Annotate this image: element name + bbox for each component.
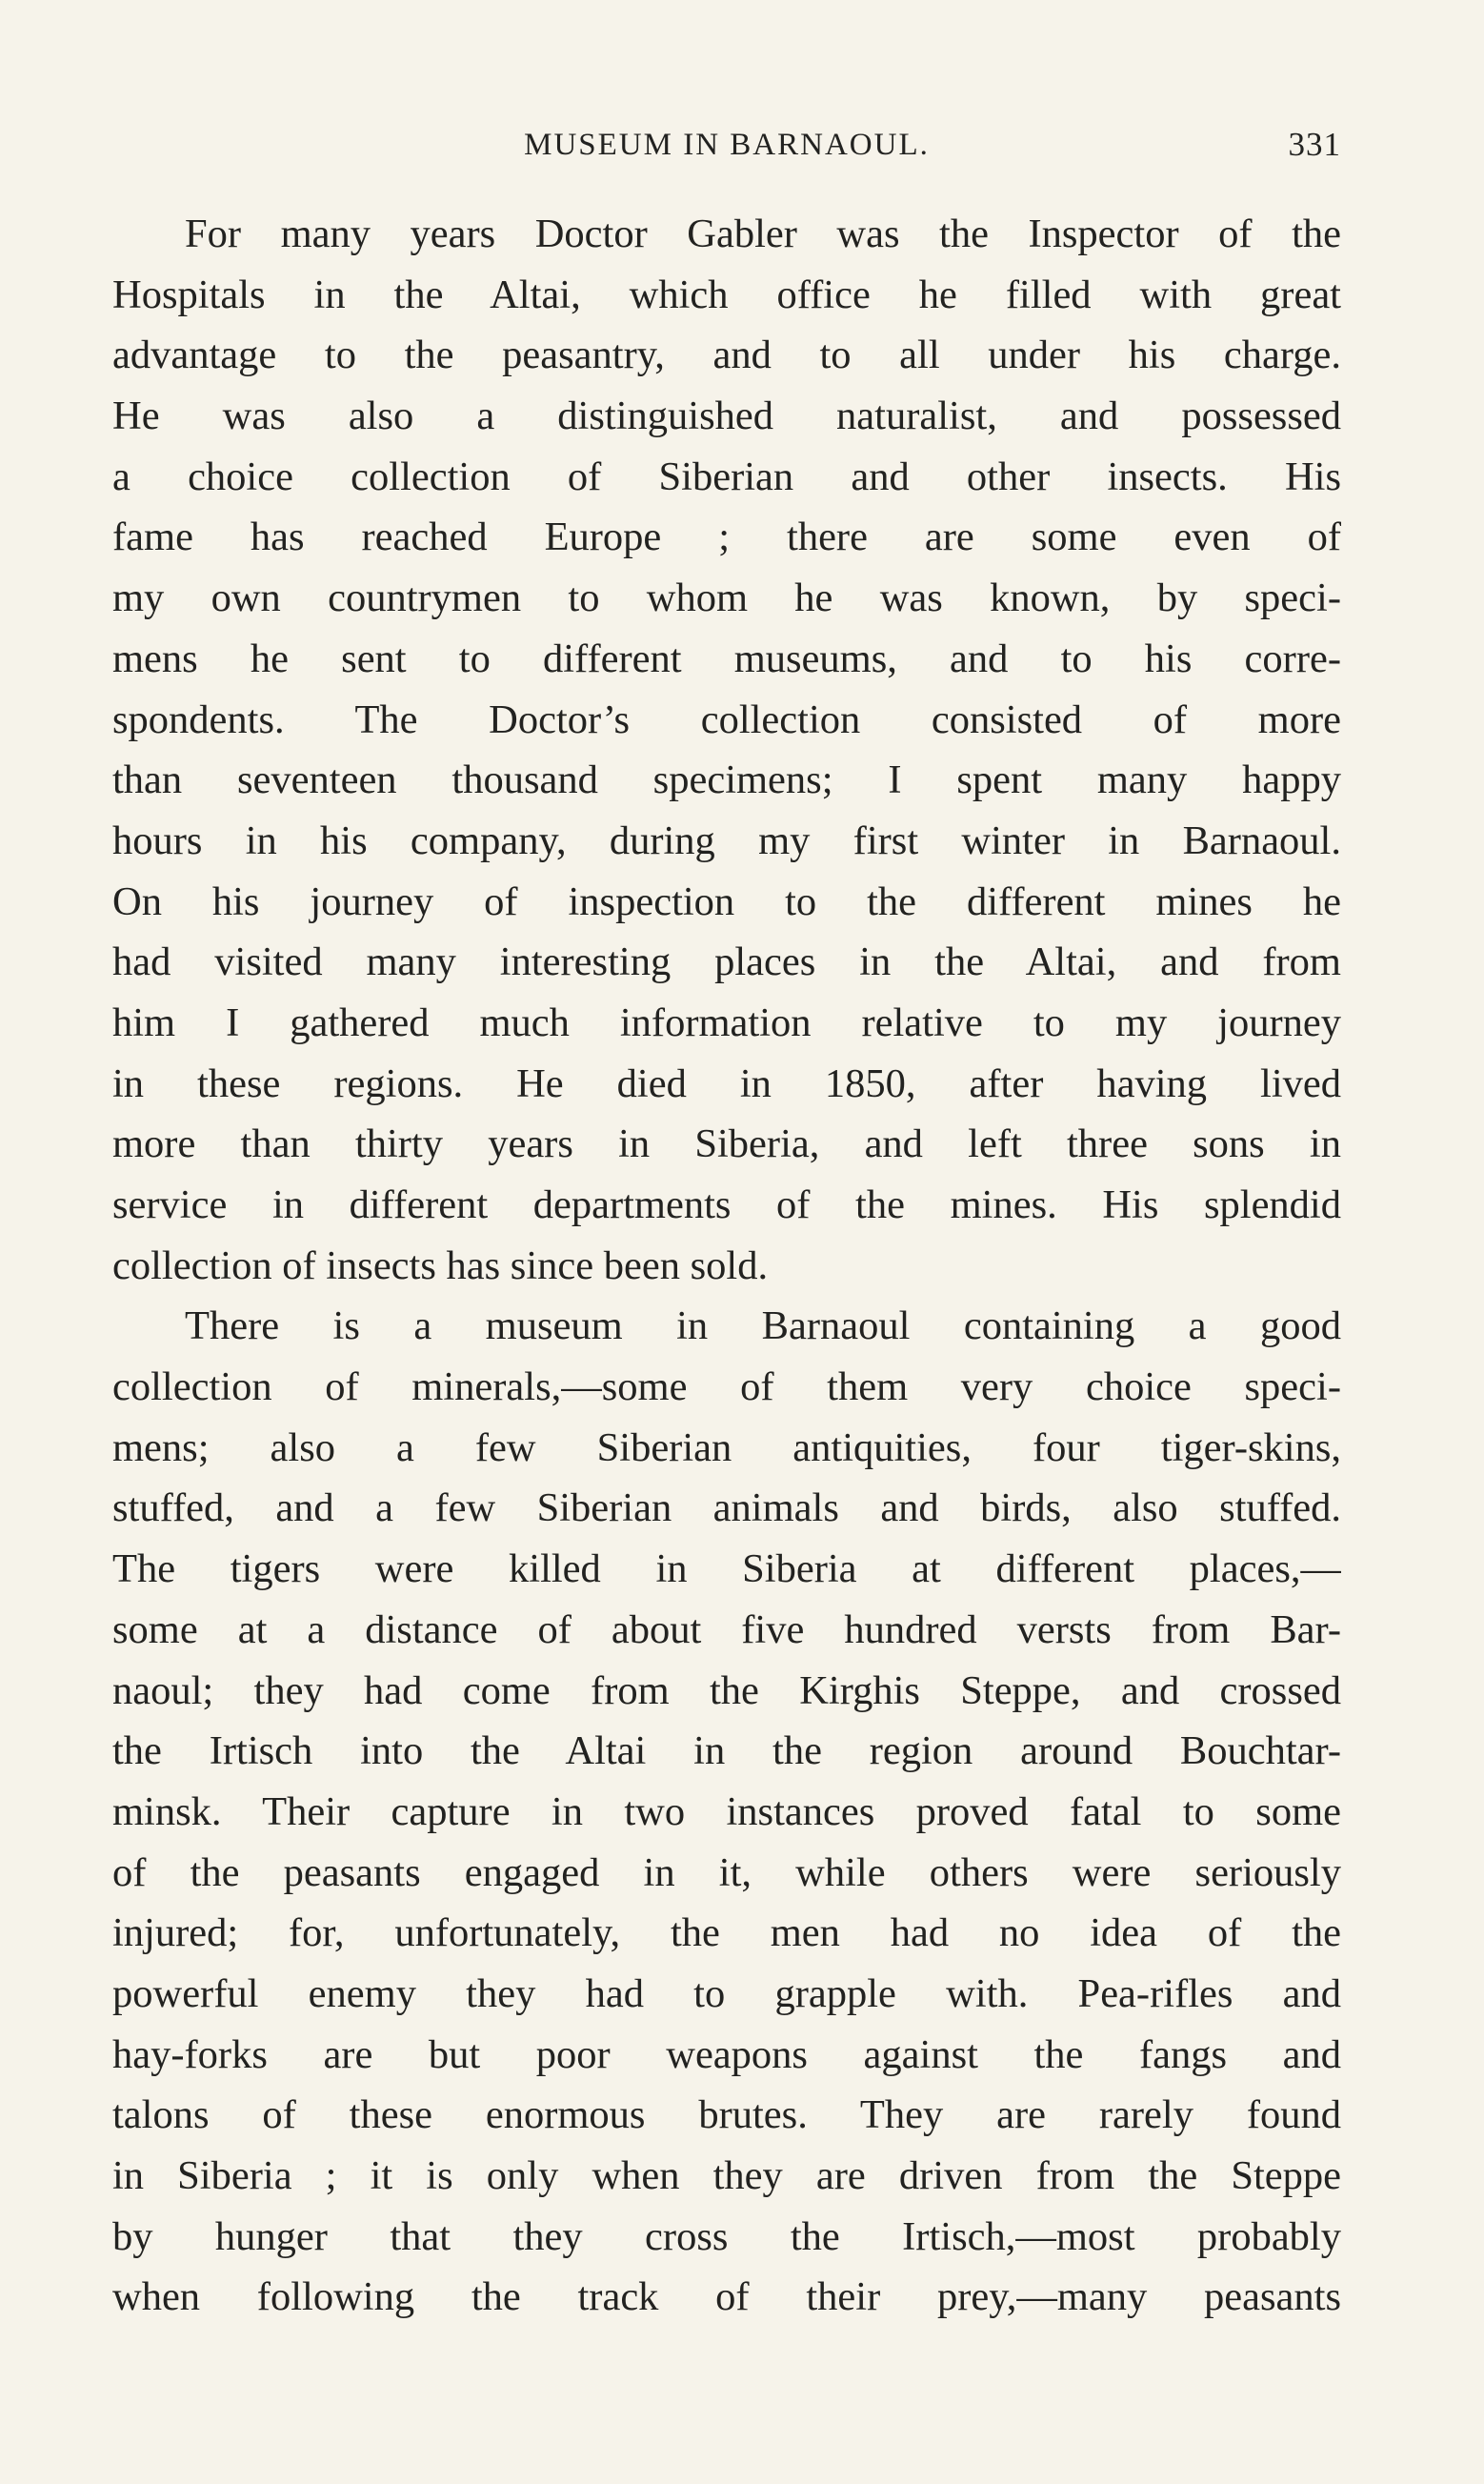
text-line: by hunger that they cross the Irtisch,—most probably xyxy=(112,2213,1341,2259)
text-line: fame has reached Europe ; there are some even of xyxy=(112,515,1341,560)
text-line: of the peasants engaged in it, while others were seriously xyxy=(112,1849,1341,1895)
text-line: He was also a distinguished naturalist, and possessed xyxy=(112,394,1341,439)
text-line: him I gathered much information relative to my journey xyxy=(112,1000,1341,1045)
text-line: mens; also a few Siberian antiquities, four tiger-skins, xyxy=(112,1424,1341,1470)
text-line: collection of minerals,—some of them very choice speci- xyxy=(112,1364,1341,1410)
text-line: in these regions. He died in 1850, after having lived xyxy=(112,1060,1341,1106)
text-line: On his journey of inspection to the different mines he xyxy=(112,878,1341,924)
text-line: For many years Doctor Gabler was the Inspector of the xyxy=(185,212,1341,256)
text-line: the Irtisch into the Altai in the region around Bouchtar- xyxy=(112,1728,1341,1774)
text-line: when following the track of their prey,—many peasants xyxy=(112,2274,1341,2320)
text-line: injured; for, unfortunately, the men had no idea of the xyxy=(112,1910,1341,1956)
text-line: hay-forks are but poor weapons against the fangs and xyxy=(112,2031,1341,2077)
body-text xyxy=(112,204,1341,2328)
running-head xyxy=(112,116,1341,173)
text-line: powerful enemy they had to grapple with. Pea-rifles and xyxy=(112,1970,1341,2016)
text-line: minsk. Their capture in two instances proved fatal to some xyxy=(112,1788,1341,1834)
text-line: There is a museum in Barnaoul containing a good xyxy=(185,1303,1341,1349)
text-line: spondents. The Doctor’s collection consisted of more xyxy=(112,697,1341,742)
text-line: my own countrymen to whom he was known, by speci- xyxy=(112,576,1341,621)
page-number: 331 xyxy=(1288,126,1341,163)
text-line: advantage to the peasantry, and to all under his charge. xyxy=(112,333,1341,378)
text-line: naoul; they had come from the Kirghis Steppe, and crossed xyxy=(112,1667,1341,1713)
text-line: had visited many interesting places in the Altai, and from xyxy=(112,939,1341,985)
text-line: hours in his company, during my first winter in Barnaoul. xyxy=(112,818,1341,863)
text-line: The tigers were killed in Siberia at different places,— xyxy=(112,1546,1341,1592)
text-line: service in different departments of the mines. His splendid xyxy=(112,1182,1341,1227)
text-line: a choice collection of Siberian and other insects. His xyxy=(112,454,1341,499)
text-line: in Siberia ; it is only when they are driven from the Steppe xyxy=(112,2153,1341,2198)
text-line: some at a distance of about five hundred versts from Bar- xyxy=(112,1606,1341,1652)
text-line: more than thirty years in Siberia, and left three sons in xyxy=(112,1121,1341,1167)
text-line: talons of these enormous brutes. They are rarely found xyxy=(112,2092,1341,2138)
paragraph-end-line: collection of insects has since been sold. xyxy=(112,1242,769,1288)
text-line: Hospitals in the Altai, which office he filled with great xyxy=(112,272,1341,317)
text-line: than seventeen thousand specimens; I spent many happy xyxy=(112,757,1341,803)
text-line: mens he sent to different museums, and to his corre- xyxy=(112,636,1341,681)
running-title: MUSEUM IN BARNAOUL. xyxy=(524,128,930,162)
text-line: stuffed, and a few Siberian animals and birds, also stuffed. xyxy=(112,1485,1341,1531)
